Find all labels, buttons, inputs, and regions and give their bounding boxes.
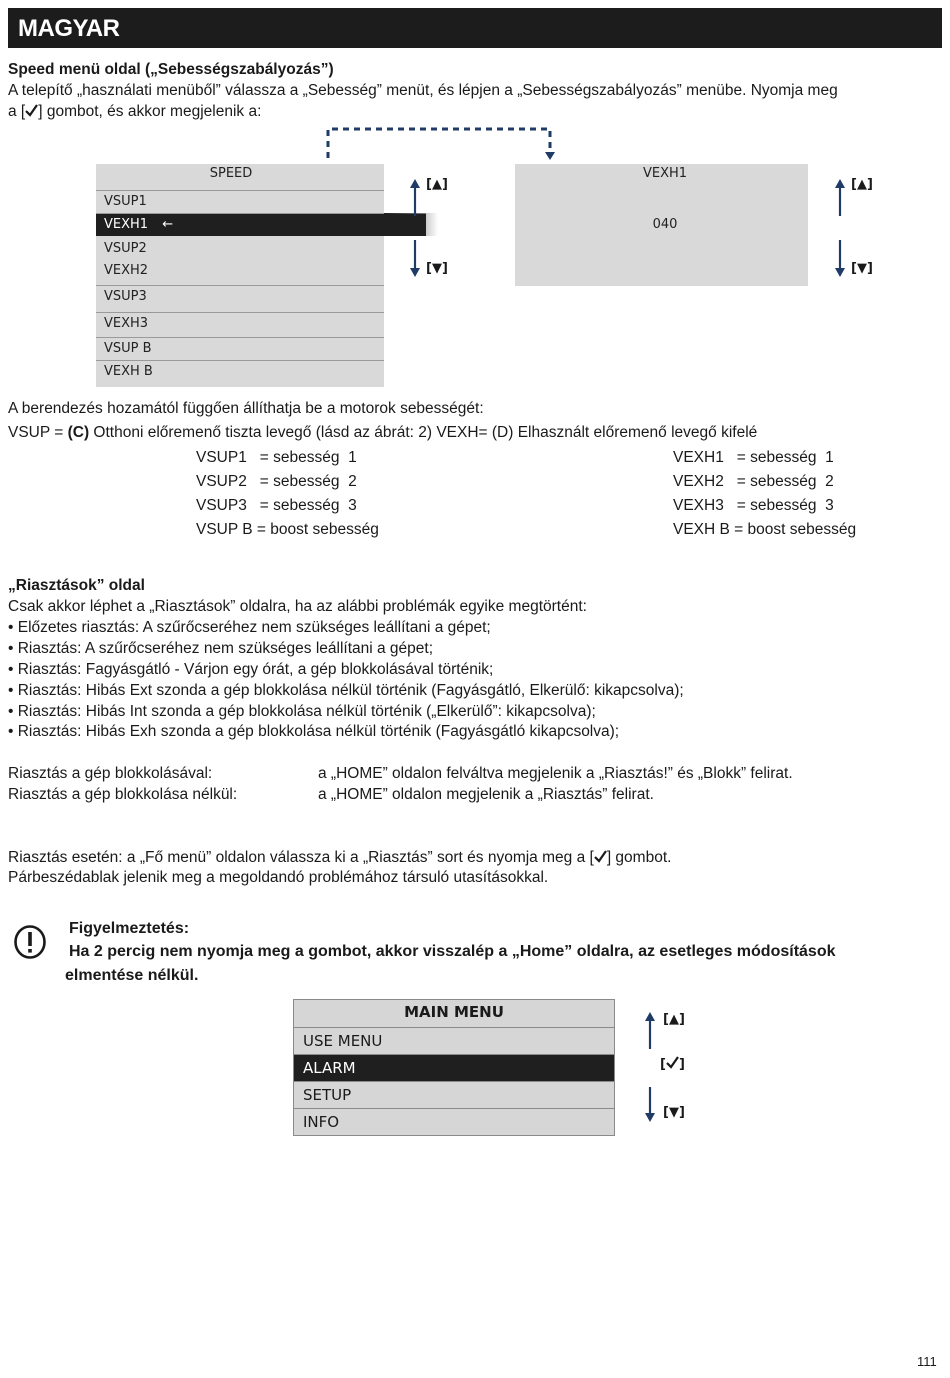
speed-row-vexh2[interactable]: VEXH2 [104,263,149,278]
vsup-list-item: VSUP2 = sebesség 2 [196,473,357,490]
alarm-table-label: Riasztás a gép blokkolásával: [8,765,213,782]
alarm-table-label: Riasztás a gép blokkolása nélkül: [8,786,238,803]
menu-item-alarm[interactable]: ALARM [294,1054,614,1081]
speed-desc-line2: VSUP = (C) Otthoni előremenő tiszta levegő (lásd az ábrát: 2) VEXH= (D) Elhasznált előremenő levegő kifelé [8,424,758,441]
vexh-list-item: VEXH2 = sebesség 2 [673,473,834,490]
alarm-bullet: • Riasztás: Hibás Exh szonda a gép blokkolása nélkül történik (Fagyásgátló kikapcsolva); [8,723,620,740]
speed-intro-line1: A telepítő „használati menüből” válassza a „Sebesség” menüt, és lépjen a „Sebességszabályozás” menübe. Nyomja meg [8,82,838,99]
menu-item-setup[interactable]: SETUP [294,1081,614,1108]
down-button-2[interactable]: [▼] [851,261,873,276]
alarm-table-value: a „HOME” oldalon megjelenik a „Riasztás” felirat. [318,786,654,803]
vsup-list-item: VSUP3 = sebesség 3 [196,497,357,514]
speed-row-vsup-b[interactable]: VSUP B [96,337,384,360]
alarm-note-line2: Párbeszédablak jelenik meg a megoldandó problémához társuló utasításokkal. [8,869,549,886]
speed-heading: Speed menü oldal („Sebességszabályozás”) [8,61,334,78]
warning-line2: elmentése nélkül. [65,967,199,984]
alarm-note-line1: Riasztás esetén: a „Fő menü” oldalon válassza ki a „Riasztás” sort és nyomja meg a [ ] gombot. [8,849,672,866]
checkmark-icon [25,104,38,117]
alarm-bullet: • Riasztás: Hibás Ext szonda a gép blokkolása nélkül történik (Fagyásgátló, Elkerülő: kikapcsolva); [8,682,684,699]
alarm-bullet: • Riasztás: Hibás Int szonda a gép blokkolása nélkül történik („Elkerülő”: kikapcsolva); [8,703,596,720]
vexh-list-item: VEXH1 = sebesség 1 [673,449,834,466]
warning-icon [13,924,47,960]
speed-row-vexh3[interactable]: VEXH3 [96,312,384,335]
vsup-list-item: VSUP1 = sebesség 1 [196,449,357,466]
alarm-table-value: a „HOME” oldalon felváltva megjelenik a „Riasztás!” és „Blokk” felirat. [318,765,793,782]
page-number: 111 [917,1354,937,1369]
language-title: MAGYAR [18,15,120,42]
menu-ok-button[interactable]: [ ] [660,1057,685,1072]
menu-item-use-menu[interactable]: USE MENU [294,1027,614,1054]
vexh-list-item: VEXH3 = sebesség 3 [673,497,834,514]
up-down-arrows-icon [408,178,422,278]
speed-row-vsup1[interactable]: VSUP1 [96,190,384,213]
speed-row-vexh-b[interactable]: VEXH B [96,360,384,383]
alarm-bullet: • Riasztás: Fagyásgátló - Várjon egy órát, a gép blokkolásával történik; [8,661,494,678]
alarm-bullet: • Riasztás: A szűrőcseréhez nem szükséges leállítani a gépet; [8,640,434,657]
speed-row-vsup3[interactable]: VSUP3 [96,285,384,308]
checkmark-icon [594,850,607,863]
up-down-arrows-icon-2 [833,178,847,278]
screen-transition-connector [320,124,560,164]
language-header [8,8,942,48]
warning-title: Figyelmeztetés: [69,920,190,937]
speed-screen-title: SPEED [209,166,253,181]
speed-intro-line2: a [ ] gombot, és akkor megjelenik a: [8,103,262,120]
speed-row-vexh1[interactable]: VEXH1 ← [96,213,426,236]
menu-up-button[interactable]: [▲] [663,1012,685,1027]
vsup-list-item: VSUP B = boost sebesség [196,521,379,538]
main-menu-title: MAIN MENU [404,1003,504,1021]
menu-down-button[interactable]: [▼] [663,1105,685,1120]
arrow-left-icon: ← [162,217,174,232]
vexh-list-item: VEXH B = boost sebesség [673,521,857,538]
speed-menu-screen [96,164,384,387]
main-menu-screen [293,999,615,1136]
alarm-bullet: • Előzetes riasztás: A szűrőcseréhez nem szükséges leállítani a gépet; [8,619,491,636]
up-button-2[interactable]: [▲] [851,177,873,192]
value-screen-title: VEXH1 [642,166,688,181]
up-button[interactable]: [▲] [426,177,448,192]
menu-item-info[interactable]: INFO [294,1108,614,1135]
alarms-intro: Csak akkor léphet a „Riasztások” oldalra, ha az alábbi problémák egyike megtörtént: [8,598,587,615]
warning-line1: Ha 2 percig nem nyomja meg a gombot, akkor visszalép a „Home” oldalra, az esetleges módosítások [69,943,836,960]
checkmark-icon [666,1056,679,1069]
speed-value[interactable]: 040 [652,217,678,232]
speed-value-screen [515,164,808,286]
speed-desc-line1: A berendezés hozamától függően állíthatja be a motorok sebességét: [8,400,484,417]
menu-up-down-arrows-icon [643,1011,657,1123]
down-button[interactable]: [▼] [426,261,448,276]
speed-row-vsup2[interactable]: VSUP2 [104,241,147,256]
alarms-heading: „Riasztások” oldal [8,577,145,594]
